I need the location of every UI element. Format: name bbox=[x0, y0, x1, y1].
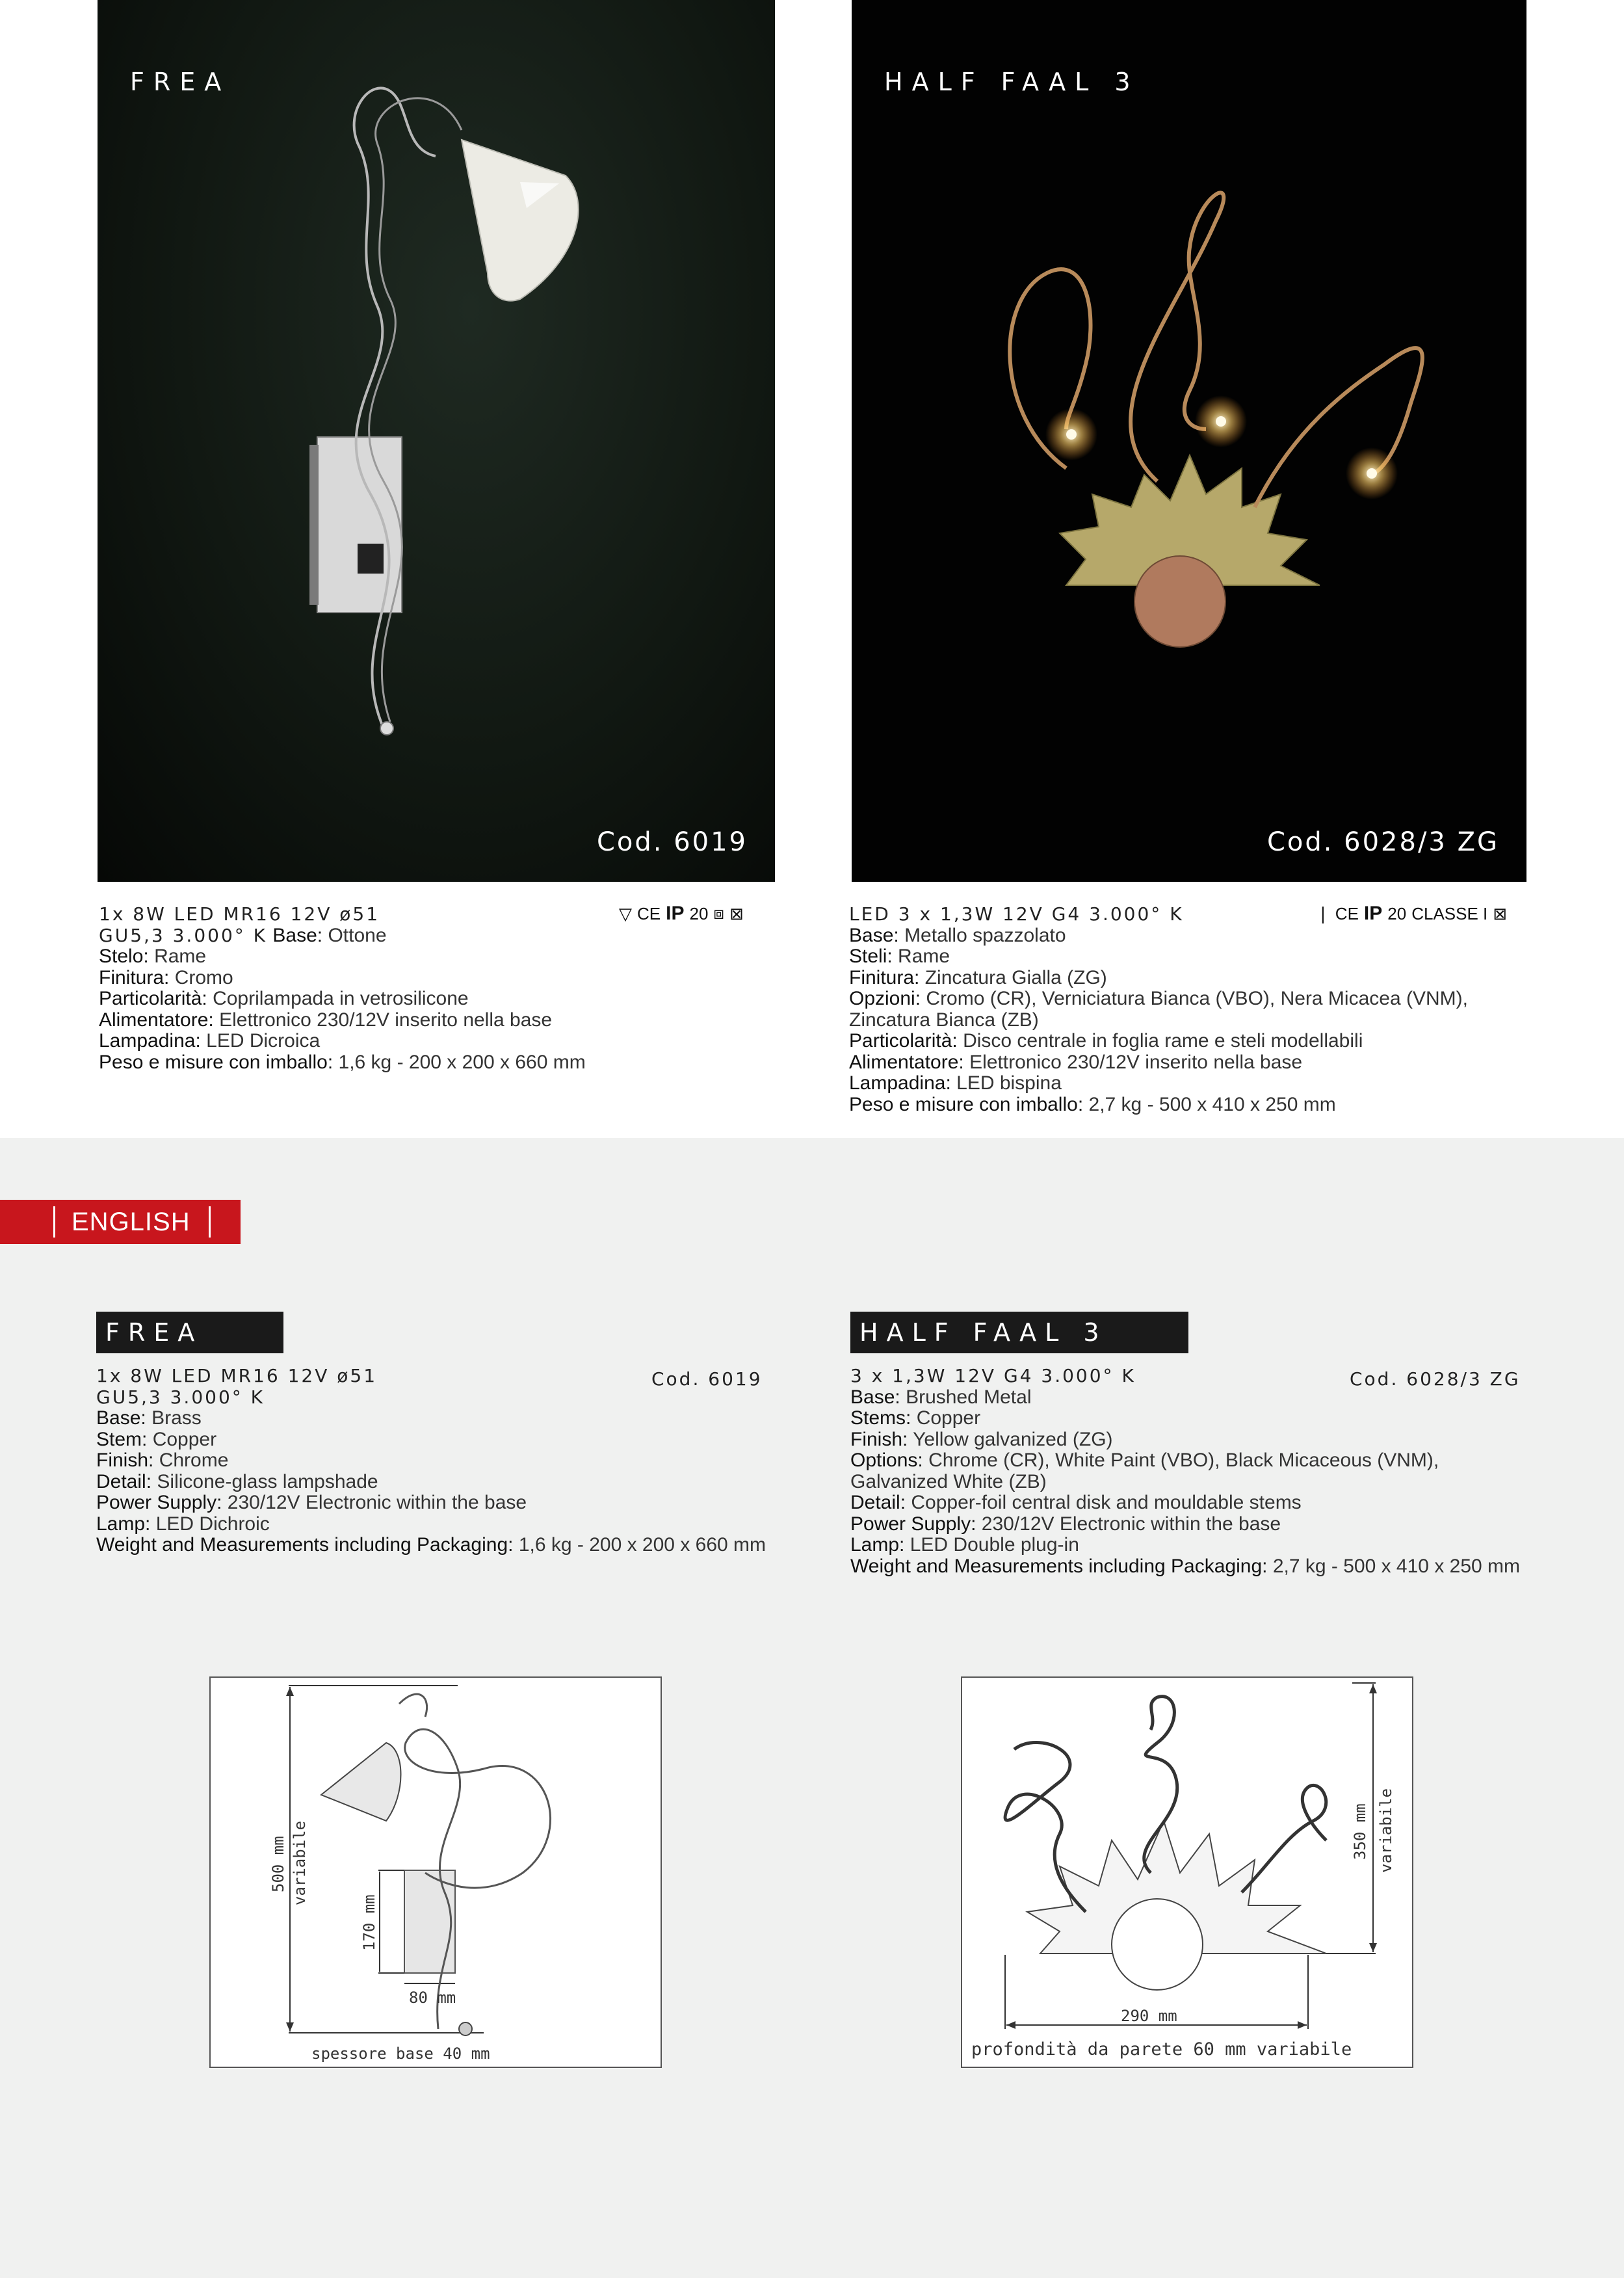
spec-label: Stelo: bbox=[99, 946, 149, 967]
frea-base-width-label: 80 mm bbox=[409, 1989, 456, 2007]
spec-label: Finish: bbox=[850, 1428, 908, 1450]
ce-mark-icon: CE bbox=[1335, 903, 1359, 923]
spec-row bbox=[850, 1492, 1539, 1514]
spec-label: Finitura: bbox=[849, 966, 920, 988]
frea-photo-title: FREA bbox=[130, 68, 231, 96]
frea-ip-number: 20 bbox=[689, 903, 709, 923]
spec-row bbox=[850, 1387, 1539, 1409]
half-faal-ip-number: 20 bbox=[1387, 903, 1407, 923]
spec-label: Peso e misure con imballo: bbox=[849, 1093, 1084, 1115]
spec-value: Chrome bbox=[159, 1450, 229, 1471]
spec-value: LED Double plug-in bbox=[910, 1534, 1079, 1556]
spec-value: Zincatura Gialla (ZG) bbox=[924, 966, 1107, 988]
spec-value: Copper-foil central disk and mouldable stems bbox=[911, 1492, 1302, 1513]
spec-value: LED Dicroica bbox=[206, 1030, 321, 1052]
spec-label: Detail: bbox=[850, 1492, 906, 1513]
spec-value: 1,6 kg - 200 x 200 x 660 mm bbox=[338, 1051, 586, 1073]
spec-value: Coprilampada in vetrosilicone bbox=[213, 988, 469, 1009]
spec-row bbox=[96, 1450, 779, 1472]
spec-row bbox=[850, 1535, 1539, 1556]
half-faal-photo-code: Cod. 6028/3 ZG bbox=[1266, 827, 1499, 857]
spec-row bbox=[849, 946, 1532, 968]
spec-label: Lamp: bbox=[850, 1534, 905, 1556]
half-faal-photo-title: HALF FAAL 3 bbox=[884, 68, 1140, 96]
spec-row bbox=[96, 1514, 779, 1535]
spec-label: Power Supply: bbox=[850, 1513, 976, 1535]
plug-in-lamp-icon: ❘ bbox=[1316, 903, 1330, 923]
half-faal-drawing-footer: profondità da parete 60 mm variabile bbox=[971, 2039, 1352, 2059]
frea-height-note: variabile bbox=[291, 1820, 309, 1905]
spec-value: 230/12V Electronic within the base bbox=[227, 1492, 527, 1513]
spec-value: 230/12V Electronic within the base bbox=[981, 1513, 1281, 1535]
frea-height-label: 500 mm bbox=[269, 1836, 287, 1892]
half-faal-technical-drawing bbox=[961, 1676, 1413, 2068]
spec-value: Rame bbox=[154, 946, 207, 967]
spec-label: Base: bbox=[850, 1386, 900, 1408]
double-insulation-icon: ⧈ bbox=[713, 903, 724, 923]
spec-label: Lampadina: bbox=[849, 1072, 951, 1094]
spec-row bbox=[99, 968, 775, 989]
frea-it-spec-list bbox=[99, 946, 775, 1073]
frea-base-height-label: 170 mm bbox=[360, 1894, 378, 1951]
spec-row bbox=[96, 1472, 779, 1493]
half-faal-en-code: Cod. 6028/3 ZG bbox=[1350, 1368, 1521, 1390]
spec-label: Base: bbox=[849, 924, 899, 946]
spec-row bbox=[99, 1052, 775, 1074]
half-faal-width-label: 290 mm bbox=[1121, 2007, 1177, 2025]
spec-value: Metallo spazzolato bbox=[904, 924, 1066, 946]
frea-photo-code: Cod. 6019 bbox=[596, 827, 748, 857]
weee-bin-icon: ⊠ bbox=[729, 903, 744, 923]
spec-row bbox=[849, 1052, 1532, 1074]
frea-spec-base-label: Base: bbox=[272, 924, 323, 946]
spec-label: Base: bbox=[96, 1407, 146, 1429]
lamp-symbol-icon: ▽ bbox=[619, 903, 632, 923]
frea-photo bbox=[98, 0, 775, 882]
spec-label: Lamp: bbox=[96, 1513, 151, 1535]
spec-value: Elettronico 230/12V inserito nella base bbox=[219, 1009, 553, 1031]
frea-en-line1: 1x 8W LED MR16 12V ø51 bbox=[96, 1365, 378, 1386]
frea-en-code: Cod. 6019 bbox=[651, 1368, 763, 1390]
spec-label: Particolarità: bbox=[849, 1030, 958, 1052]
spec-label: Finitura: bbox=[99, 966, 170, 988]
spec-label: Weight and Measurements including Packaging: bbox=[96, 1534, 514, 1556]
spec-value: LED Dichroic bbox=[155, 1513, 270, 1535]
spec-value: Galvanized White (ZB) bbox=[850, 1470, 1047, 1492]
spec-label: Finish: bbox=[96, 1450, 154, 1471]
half-faal-italian-specs bbox=[849, 904, 1532, 1115]
frea-technical-drawing bbox=[209, 1676, 662, 2068]
half-faal-en-line1: 3 x 1,3W 12V G4 3.000° K bbox=[850, 1365, 1136, 1386]
spec-value: 1,6 kg - 200 x 200 x 660 mm bbox=[518, 1534, 766, 1556]
spec-label: Steli: bbox=[849, 946, 893, 967]
spec-row bbox=[96, 1408, 779, 1429]
half-faal-class-label: CLASSE I bbox=[1411, 903, 1488, 923]
spec-value: Copper bbox=[152, 1428, 217, 1450]
frea-drawing-footer: spessore base 40 mm bbox=[311, 2045, 490, 2063]
half-faal-en-name-box: HALF FAAL 3 bbox=[850, 1312, 1188, 1353]
spec-row bbox=[849, 1031, 1532, 1052]
spec-value: Rame bbox=[898, 946, 950, 967]
spec-value: Cromo bbox=[174, 966, 233, 988]
spec-value: Brushed Metal bbox=[906, 1386, 1032, 1408]
spec-value: Elettronico 230/12V inserito nella base bbox=[969, 1051, 1303, 1073]
frea-spec-line2: GU5,3 3.000° K bbox=[99, 924, 268, 946]
spec-row bbox=[849, 1094, 1532, 1116]
half-faal-spec-line1: LED 3 x 1,3W 12V G4 3.000° K bbox=[849, 903, 1184, 925]
spec-value: Copper bbox=[916, 1407, 981, 1429]
spec-row bbox=[849, 925, 1532, 947]
spec-row bbox=[849, 968, 1532, 989]
spec-row bbox=[850, 1514, 1539, 1535]
spec-value: Yellow galvanized (ZG) bbox=[913, 1428, 1113, 1450]
spec-value: Cromo (CR), Verniciatura Bianca (VBO), Nera Micacea (VNM), bbox=[926, 988, 1468, 1009]
frea-lamp-illustration bbox=[98, 0, 775, 882]
spec-label: Stem: bbox=[96, 1428, 148, 1450]
spec-value: Brass bbox=[151, 1407, 202, 1429]
frea-spec-line1: 1x 8W LED MR16 12V ø51 bbox=[99, 903, 380, 925]
spec-value: 2,7 kg - 500 x 410 x 250 mm bbox=[1088, 1093, 1336, 1115]
ce-mark-icon: CE bbox=[637, 903, 661, 923]
frea-italian-specs bbox=[99, 904, 775, 1073]
spec-row bbox=[99, 1010, 775, 1031]
spec-label: Lampadina: bbox=[99, 1030, 201, 1052]
half-faal-cert-marks bbox=[1316, 903, 1507, 925]
spec-label: Opzioni: bbox=[849, 988, 921, 1009]
half-faal-english-specs bbox=[850, 1366, 1539, 1577]
spec-row bbox=[849, 988, 1532, 1010]
frea-english-specs bbox=[96, 1366, 779, 1556]
frea-en-name-box: FREA bbox=[96, 1312, 283, 1353]
half-faal-en-spec-list bbox=[850, 1387, 1539, 1578]
spec-row bbox=[99, 988, 775, 1010]
spec-value: 2,7 kg - 500 x 410 x 250 mm bbox=[1272, 1555, 1521, 1577]
spec-label: Power Supply: bbox=[96, 1492, 222, 1513]
spec-value: Zincatura Bianca (ZB) bbox=[849, 1009, 1039, 1031]
spec-row bbox=[96, 1492, 779, 1514]
spec-label: Options: bbox=[850, 1450, 923, 1471]
spec-value: LED bispina bbox=[956, 1072, 1062, 1094]
spec-row bbox=[850, 1429, 1539, 1451]
half-faal-height-note: variabile bbox=[1377, 1788, 1395, 1873]
spec-label: Stems: bbox=[850, 1407, 911, 1429]
frea-en-spec-list bbox=[96, 1408, 779, 1556]
half-faal-photo bbox=[852, 0, 1526, 882]
half-faal-it-spec-list bbox=[849, 925, 1532, 1116]
spec-row bbox=[96, 1429, 779, 1451]
half-faal-lamp-illustration bbox=[852, 0, 1526, 882]
spec-row bbox=[850, 1472, 1539, 1493]
frea-spec-base-value: Ottone bbox=[328, 924, 387, 946]
spec-row bbox=[849, 1010, 1532, 1031]
spec-label: Weight and Measurements including Packaging: bbox=[850, 1555, 1268, 1577]
frea-en-line2: GU5,3 3.000° K bbox=[96, 1386, 265, 1408]
frea-cert-marks bbox=[619, 903, 744, 925]
spec-label: Alimentatore: bbox=[849, 1051, 964, 1073]
spec-row bbox=[99, 1031, 775, 1052]
spec-row bbox=[850, 1408, 1539, 1429]
spec-row bbox=[849, 1073, 1532, 1094]
spec-row bbox=[96, 1535, 779, 1556]
half-faal-height-label: 350 mm bbox=[1351, 1803, 1369, 1860]
frea-ip-label: IP bbox=[666, 903, 685, 924]
half-faal-ip-label: IP bbox=[1363, 903, 1383, 924]
spec-value: Chrome (CR), White Paint (VBO), Black Micaceous (VNM), bbox=[928, 1450, 1439, 1471]
spec-label: Alimentatore: bbox=[99, 1009, 214, 1031]
spec-row bbox=[850, 1556, 1539, 1578]
language-tab-label: ENGLISH bbox=[72, 1207, 190, 1236]
spec-label: Peso e misure con imballo: bbox=[99, 1051, 334, 1073]
spec-label: Particolarità: bbox=[99, 988, 207, 1009]
spec-value: Disco centrale in foglia rame e steli modellabili bbox=[963, 1030, 1363, 1052]
spec-row bbox=[850, 1450, 1539, 1472]
language-tab bbox=[0, 1200, 241, 1244]
spec-label: Detail: bbox=[96, 1470, 152, 1492]
spec-value: Silicone-glass lampshade bbox=[157, 1470, 378, 1492]
weee-bin-icon: ⊠ bbox=[1493, 903, 1508, 923]
spec-row bbox=[99, 946, 775, 968]
